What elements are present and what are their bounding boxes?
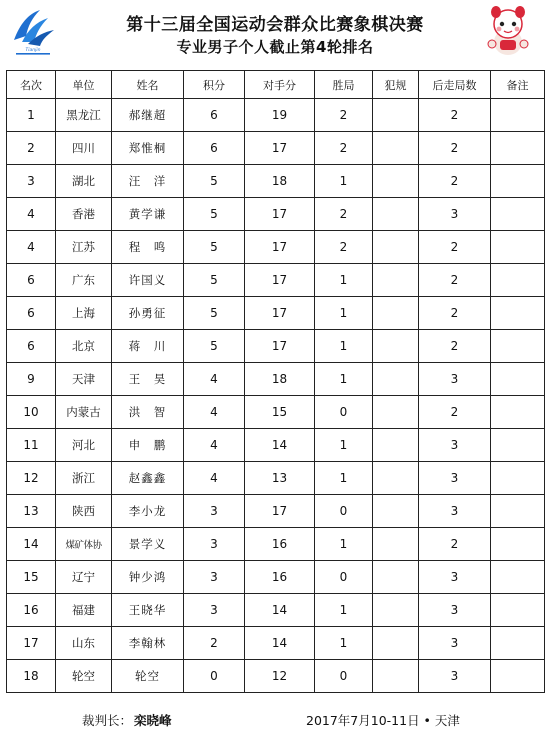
cell-unit: 北京 <box>56 330 112 363</box>
cell-wins: 2 <box>315 198 373 231</box>
cell-opponent-points: 12 <box>245 660 315 693</box>
cell-second-move-games: 3 <box>419 495 491 528</box>
date-place: 2017年7月10-11日 • 天津 <box>306 713 460 728</box>
cell-opponent-points: 17 <box>245 297 315 330</box>
cell-fouls <box>373 396 419 429</box>
cell-rank: 9 <box>7 363 56 396</box>
cell-fouls <box>373 132 419 165</box>
cell-rank: 13 <box>7 495 56 528</box>
cell-remarks <box>491 561 545 594</box>
cell-fouls <box>373 231 419 264</box>
cell-remarks <box>491 297 545 330</box>
cell-second-move-games: 2 <box>419 297 491 330</box>
cell-points: 3 <box>184 528 245 561</box>
cell-rank: 11 <box>7 429 56 462</box>
cell-unit: 轮空 <box>56 660 112 693</box>
referee-line <box>82 711 172 729</box>
cell-wins: 2 <box>315 231 373 264</box>
cell-unit: 湖北 <box>56 165 112 198</box>
cell-points: 4 <box>184 363 245 396</box>
cell-remarks <box>491 627 545 660</box>
cell-second-move-games: 3 <box>419 627 491 660</box>
cell-points: 4 <box>184 462 245 495</box>
cell-name: 王晓华 <box>112 594 184 627</box>
table-row <box>7 198 545 231</box>
cell-opponent-points: 17 <box>245 495 315 528</box>
cell-opponent-points: 17 <box>245 231 315 264</box>
cell-points: 3 <box>184 495 245 528</box>
cell-rank: 16 <box>7 594 56 627</box>
cell-remarks <box>491 462 545 495</box>
cell-rank: 4 <box>7 198 56 231</box>
cell-unit: 煤矿体协 <box>56 528 112 561</box>
cell-opponent-points: 14 <box>245 429 315 462</box>
cell-fouls <box>373 627 419 660</box>
cell-wins: 1 <box>315 165 373 198</box>
cell-remarks <box>491 231 545 264</box>
table-row <box>7 594 545 627</box>
cell-remarks <box>491 132 545 165</box>
col-header-remarks: 备注 <box>491 71 545 99</box>
cell-opponent-points: 16 <box>245 528 315 561</box>
cell-rank: 4 <box>7 231 56 264</box>
cell-unit: 江苏 <box>56 231 112 264</box>
cell-fouls <box>373 198 419 231</box>
cell-fouls <box>373 462 419 495</box>
cell-remarks <box>491 198 545 231</box>
table-row <box>7 264 545 297</box>
cell-second-move-games: 3 <box>419 363 491 396</box>
cell-unit: 上海 <box>56 297 112 330</box>
cell-second-move-games: 3 <box>419 594 491 627</box>
cell-fouls <box>373 99 419 132</box>
cell-rank: 12 <box>7 462 56 495</box>
table-row <box>7 363 545 396</box>
cell-rank: 18 <box>7 660 56 693</box>
cell-points: 4 <box>184 429 245 462</box>
cell-fouls <box>373 330 419 363</box>
cell-wins: 1 <box>315 297 373 330</box>
cell-second-move-games: 2 <box>419 264 491 297</box>
cell-second-move-games: 2 <box>419 132 491 165</box>
cell-remarks <box>491 594 545 627</box>
cell-second-move-games: 2 <box>419 330 491 363</box>
cell-opponent-points: 17 <box>245 132 315 165</box>
col-header-points: 积分 <box>184 71 245 99</box>
cell-remarks <box>491 429 545 462</box>
cell-opponent-points: 14 <box>245 594 315 627</box>
cell-name: 景学义 <box>112 528 184 561</box>
cell-unit: 黑龙江 <box>56 99 112 132</box>
table-row <box>7 660 545 693</box>
cell-wins: 1 <box>315 627 373 660</box>
table-row <box>7 462 545 495</box>
cell-wins: 1 <box>315 363 373 396</box>
cell-unit: 四川 <box>56 132 112 165</box>
cell-rank: 1 <box>7 99 56 132</box>
cell-wins: 0 <box>315 495 373 528</box>
cell-points: 4 <box>184 396 245 429</box>
cell-points: 5 <box>184 165 245 198</box>
col-header-fouls: 犯规 <box>373 71 419 99</box>
cell-remarks <box>491 495 545 528</box>
cell-second-move-games: 2 <box>419 231 491 264</box>
cell-opponent-points: 13 <box>245 462 315 495</box>
cell-name: 孙勇征 <box>112 297 184 330</box>
table-row <box>7 330 545 363</box>
cell-rank: 6 <box>7 330 56 363</box>
cell-rank: 6 <box>7 297 56 330</box>
cell-second-move-games: 2 <box>419 165 491 198</box>
cell-name: 郝继超 <box>112 99 184 132</box>
cell-opponent-points: 18 <box>245 363 315 396</box>
cell-points: 5 <box>184 330 245 363</box>
cell-fouls <box>373 528 419 561</box>
cell-wins: 1 <box>315 528 373 561</box>
cell-unit: 福建 <box>56 594 112 627</box>
cell-opponent-points: 16 <box>245 561 315 594</box>
cell-fouls <box>373 561 419 594</box>
cell-unit: 香港 <box>56 198 112 231</box>
cell-second-move-games: 3 <box>419 198 491 231</box>
cell-opponent-points: 15 <box>245 396 315 429</box>
svg-text:Tianjin: Tianjin <box>25 48 41 53</box>
cell-remarks <box>491 330 545 363</box>
cell-points: 5 <box>184 297 245 330</box>
cell-second-move-games: 2 <box>419 528 491 561</box>
cell-name: 黄学谦 <box>112 198 184 231</box>
cell-second-move-games: 3 <box>419 660 491 693</box>
cell-unit: 广东 <box>56 264 112 297</box>
cell-rank: 10 <box>7 396 56 429</box>
cell-unit: 浙江 <box>56 462 112 495</box>
cell-wins: 1 <box>315 594 373 627</box>
table-row <box>7 165 545 198</box>
cell-points: 3 <box>184 561 245 594</box>
cell-second-move-games: 2 <box>419 99 491 132</box>
cell-wins: 0 <box>315 660 373 693</box>
col-header-opponent-points: 对手分 <box>245 71 315 99</box>
table-row <box>7 396 545 429</box>
table-header-row <box>7 71 545 99</box>
cell-name: 李小龙 <box>112 495 184 528</box>
cell-fouls <box>373 594 419 627</box>
cell-points: 5 <box>184 198 245 231</box>
cell-points: 3 <box>184 594 245 627</box>
ranking-table <box>6 70 545 693</box>
col-header-wins: 胜局 <box>315 71 373 99</box>
cell-remarks <box>491 264 545 297</box>
cell-remarks <box>491 363 545 396</box>
cell-points: 5 <box>184 264 245 297</box>
cell-second-move-games: 3 <box>419 561 491 594</box>
cell-unit: 天津 <box>56 363 112 396</box>
cell-wins: 1 <box>315 330 373 363</box>
cell-fouls <box>373 660 419 693</box>
cell-wins: 0 <box>315 561 373 594</box>
cell-unit: 河北 <box>56 429 112 462</box>
cell-name: 钟少鸿 <box>112 561 184 594</box>
cell-rank: 17 <box>7 627 56 660</box>
table-row <box>7 429 545 462</box>
cell-wins: 2 <box>315 132 373 165</box>
table-row <box>7 132 545 165</box>
cell-name: 许国义 <box>112 264 184 297</box>
cell-remarks <box>491 165 545 198</box>
cell-opponent-points: 17 <box>245 330 315 363</box>
cell-wins: 1 <box>315 462 373 495</box>
col-header-unit: 单位 <box>56 71 112 99</box>
cell-rank: 2 <box>7 132 56 165</box>
cell-rank: 6 <box>7 264 56 297</box>
col-header-rank: 名次 <box>7 71 56 99</box>
cell-fouls <box>373 165 419 198</box>
col-header-name: 姓名 <box>112 71 184 99</box>
cell-second-move-games: 3 <box>419 429 491 462</box>
col-header-second-move-games: 后走局数 <box>419 71 491 99</box>
cell-points: 2 <box>184 627 245 660</box>
cell-name: 洪 智 <box>112 396 184 429</box>
cell-opponent-points: 17 <box>245 264 315 297</box>
cell-name: 蒋 川 <box>112 330 184 363</box>
cell-points: 5 <box>184 231 245 264</box>
cell-name: 赵鑫鑫 <box>112 462 184 495</box>
cell-name: 汪 洋 <box>112 165 184 198</box>
table-row <box>7 297 545 330</box>
cell-remarks <box>491 528 545 561</box>
cell-remarks <box>491 660 545 693</box>
cell-opponent-points: 14 <box>245 627 315 660</box>
referee-name: 栾晓峰 <box>134 713 172 728</box>
cell-rank: 14 <box>7 528 56 561</box>
cell-name: 程 鸣 <box>112 231 184 264</box>
cell-wins: 0 <box>315 396 373 429</box>
cell-points: 0 <box>184 660 245 693</box>
cell-fouls <box>373 363 419 396</box>
referee-label: 裁判长： <box>82 713 133 728</box>
cell-name: 申 鹏 <box>112 429 184 462</box>
cell-rank: 3 <box>7 165 56 198</box>
ranking-table-body <box>7 99 545 693</box>
cell-fouls <box>373 495 419 528</box>
cell-name: 王 昊 <box>112 363 184 396</box>
cell-name: 李翰林 <box>112 627 184 660</box>
cell-points: 6 <box>184 132 245 165</box>
cell-remarks <box>491 396 545 429</box>
cell-points: 6 <box>184 99 245 132</box>
page-title: 第十三届全国运动会群众比赛象棋决赛 <box>126 15 424 35</box>
cell-fouls <box>373 297 419 330</box>
table-row <box>7 528 545 561</box>
cell-unit: 内蒙古 <box>56 396 112 429</box>
cell-wins: 1 <box>315 264 373 297</box>
cell-name: 郑惟桐 <box>112 132 184 165</box>
cell-second-move-games: 2 <box>419 396 491 429</box>
table-row <box>7 561 545 594</box>
cell-name: 轮空 <box>112 660 184 693</box>
table-row <box>7 627 545 660</box>
cell-fouls <box>373 264 419 297</box>
cell-wins: 1 <box>315 429 373 462</box>
table-row <box>7 495 545 528</box>
cell-unit: 山东 <box>56 627 112 660</box>
cell-rank: 15 <box>7 561 56 594</box>
cell-opponent-points: 19 <box>245 99 315 132</box>
cell-opponent-points: 18 <box>245 165 315 198</box>
cell-remarks <box>491 99 545 132</box>
table-row <box>7 231 545 264</box>
cell-fouls <box>373 429 419 462</box>
cell-opponent-points: 17 <box>245 198 315 231</box>
cell-unit: 陕西 <box>56 495 112 528</box>
cell-wins: 2 <box>315 99 373 132</box>
cell-second-move-games: 3 <box>419 462 491 495</box>
cell-unit: 辽宁 <box>56 561 112 594</box>
table-row <box>7 99 545 132</box>
page-subtitle: 专业男子个人截止第4轮排名 <box>176 38 374 56</box>
